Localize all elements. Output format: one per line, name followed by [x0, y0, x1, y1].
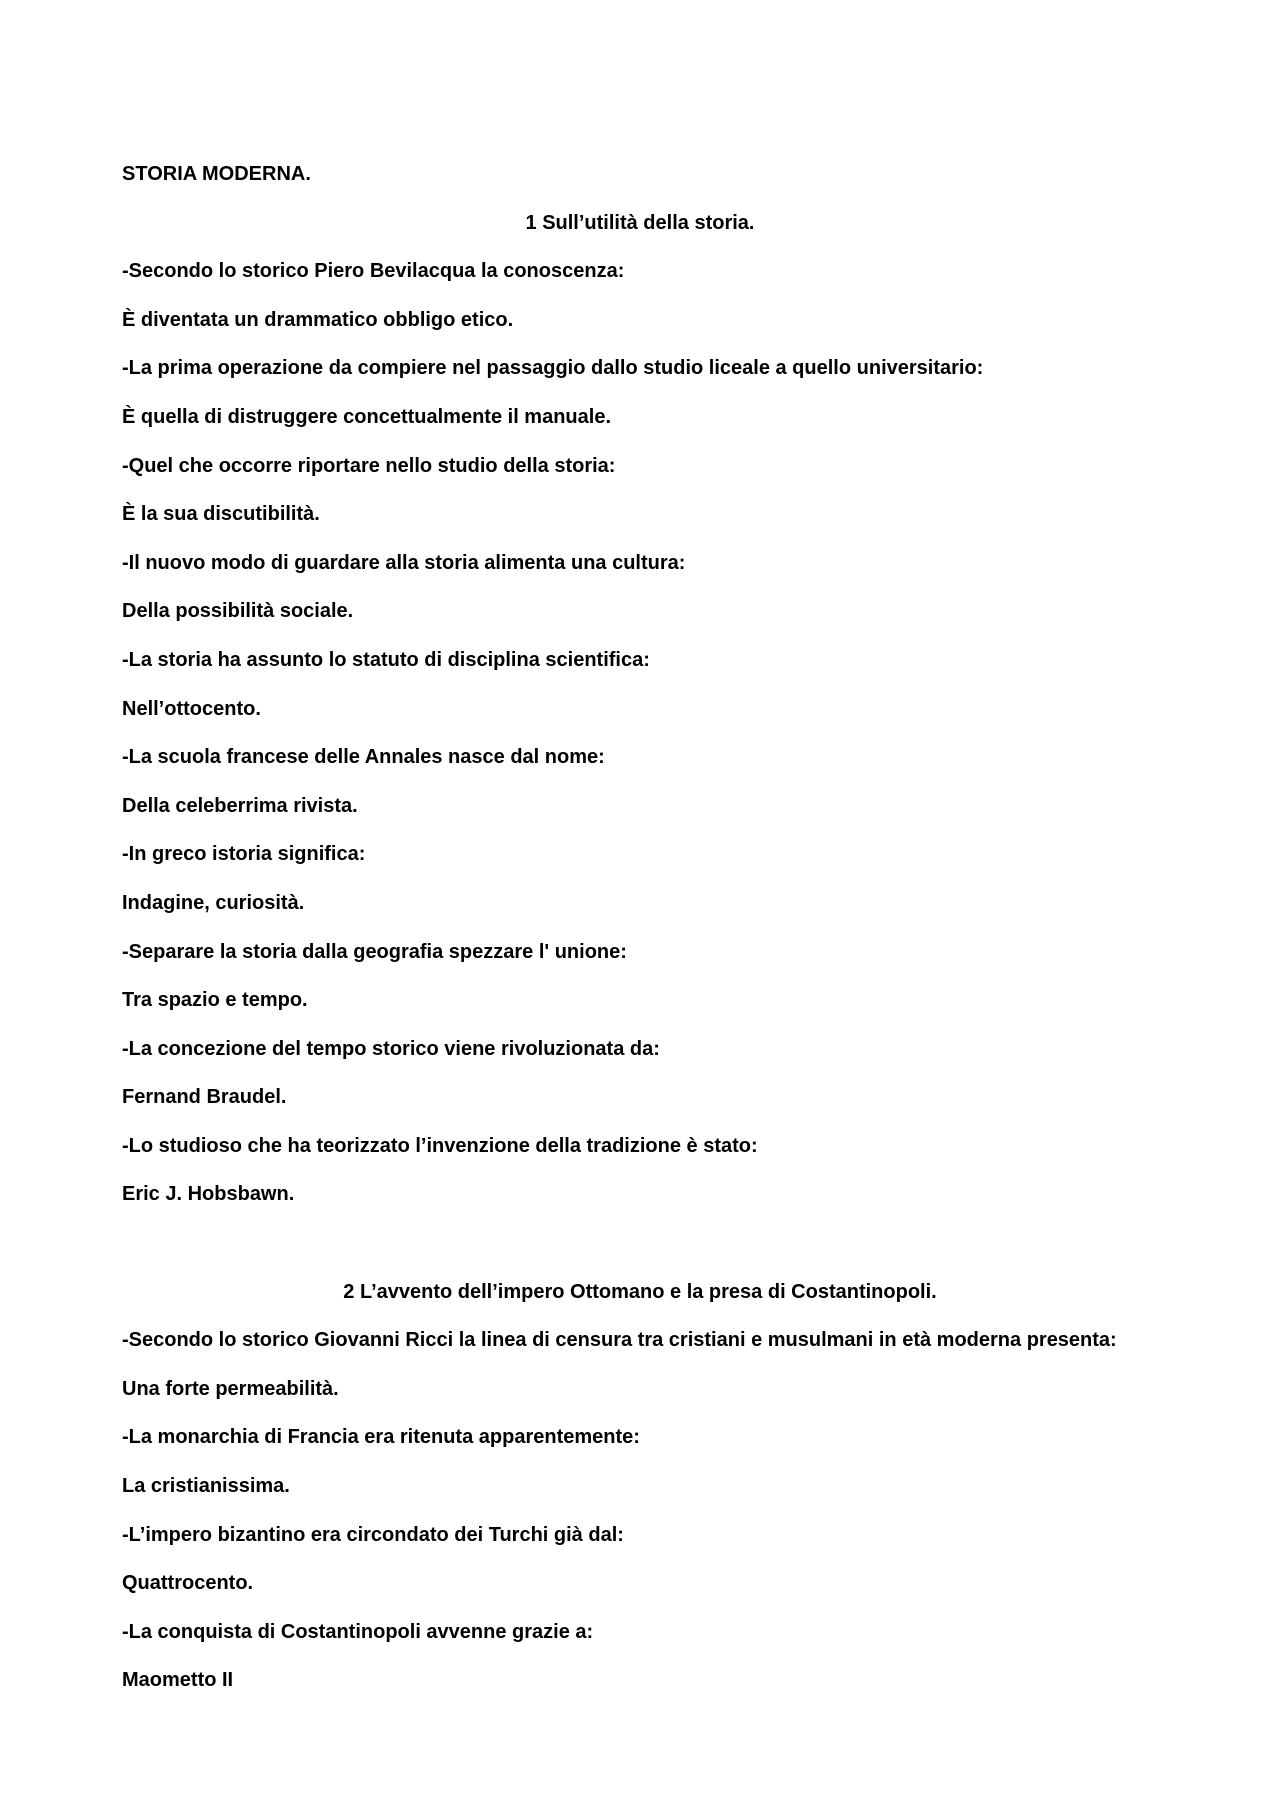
question: -La prima operazione da compiere nel passaggio dallo studio liceale a quello universitario:: [122, 357, 984, 380]
answer: Maometto II: [122, 1669, 234, 1692]
question: -Separare la storia dalla geografia spezzare l' unione:: [122, 940, 627, 963]
answer: La cristianissima.: [122, 1475, 290, 1498]
answer: Eric J. Hobsbawn.: [122, 1183, 295, 1206]
answer: Indagine, curiosità.: [122, 891, 305, 914]
question: -La scuola francese delle Annales nasce dal nome:: [122, 746, 605, 769]
answer: Quattrocento.: [122, 1572, 254, 1595]
question: -La concezione del tempo storico viene rivoluzionata da:: [122, 1037, 660, 1060]
question: -Lo studioso che ha teorizzato l’invenzione della tradizione è stato:: [122, 1134, 758, 1157]
blank-line: [122, 1219, 1158, 1268]
question: -La storia ha assunto lo statuto di disciplina scientifica:: [122, 648, 650, 671]
section-heading: 1 Sull’utilità della storia.: [525, 211, 755, 234]
question: -Secondo lo storico Giovanni Ricci la linea di censura tra cristiani e musulmani in età moderna presenta:: [122, 1329, 1117, 1352]
answer: Una forte permeabilità.: [122, 1377, 339, 1400]
answer: Della celeberrima rivista.: [122, 794, 358, 817]
answer: Tra spazio e tempo.: [122, 989, 308, 1012]
answer: Fernand Braudel.: [122, 1086, 287, 1109]
question: -L’impero bizantino era circondato dei Turchi già dal:: [122, 1523, 624, 1546]
question: -La conquista di Costantinopoli avvenne grazie a:: [122, 1620, 594, 1643]
question: -Secondo lo storico Piero Bevilacqua la conoscenza:: [122, 260, 625, 283]
answer: Nell’ottocento.: [122, 697, 261, 720]
answer: Della possibilità sociale.: [122, 600, 354, 623]
answer: È la sua discutibilità.: [122, 503, 320, 526]
answer: È quella di distruggere concettualmente il manuale.: [122, 405, 612, 428]
question: -La monarchia di Francia era ritenuta apparentemente:: [122, 1426, 640, 1449]
document-body: [122, 150, 1158, 1705]
question: -Il nuovo modo di guardare alla storia alimenta una cultura:: [122, 551, 686, 574]
question: -Quel che occorre riportare nello studio della storia:: [122, 454, 616, 477]
document-title: STORIA MODERNA.: [122, 163, 311, 185]
answer: È diventata un drammatico obbligo etico.: [122, 308, 514, 331]
question: -In greco istoria significa:: [122, 843, 366, 866]
section-heading: 2 L’avvento dell’impero Ottomano e la presa di Costantinopoli.: [343, 1280, 937, 1303]
